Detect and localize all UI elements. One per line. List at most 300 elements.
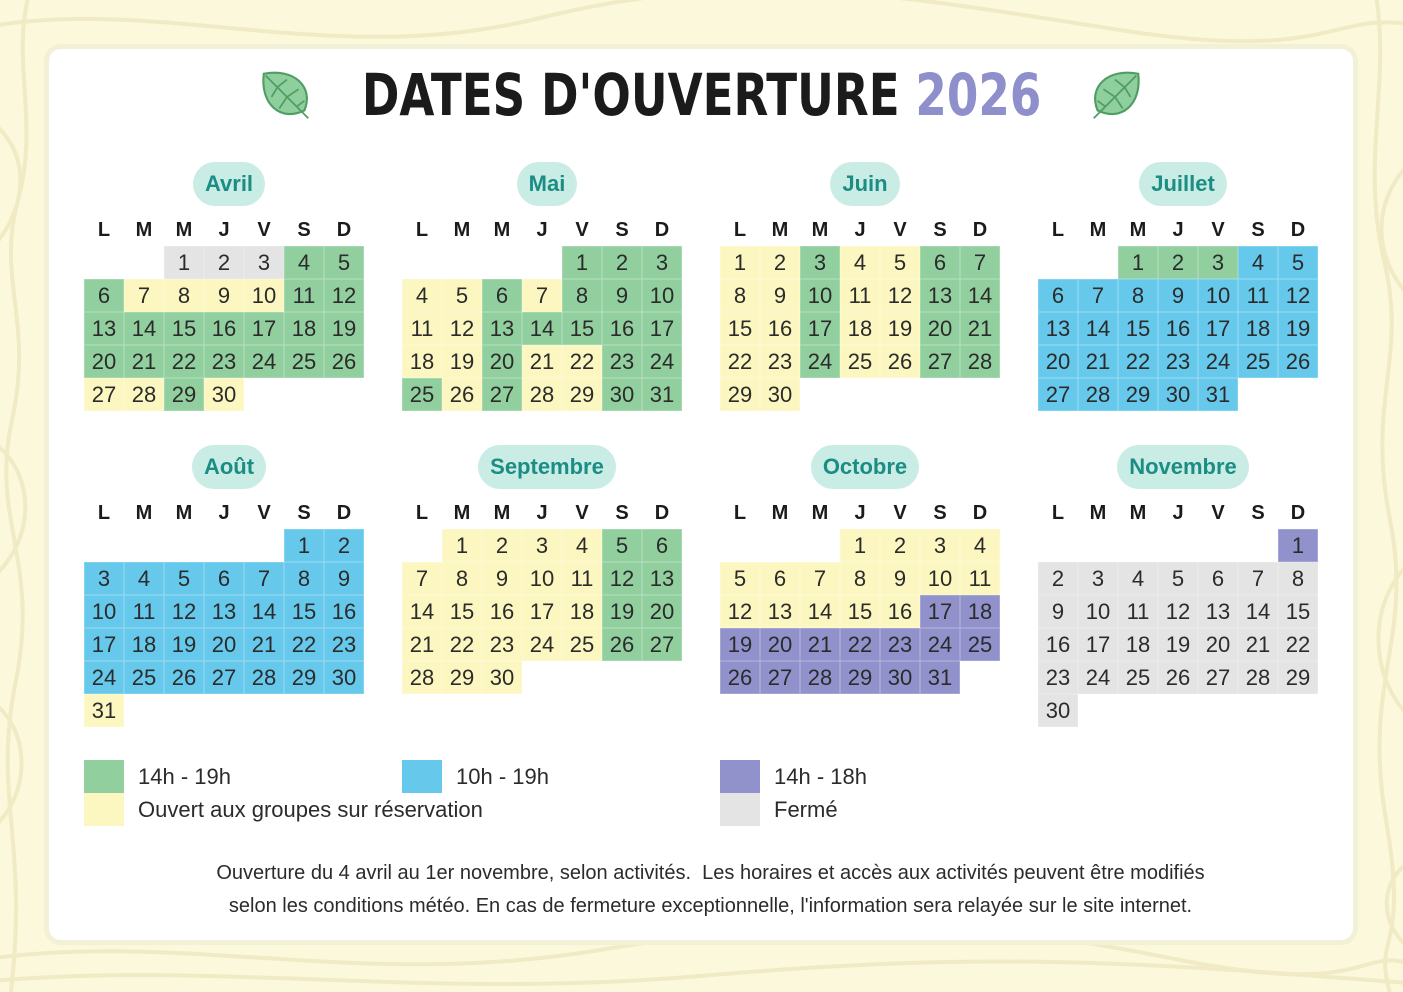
weekday-letter: D: [654, 502, 670, 524]
day-cell: 25: [1238, 345, 1278, 378]
day-cell: 20: [84, 345, 124, 378]
weekday-letter: M: [135, 502, 153, 524]
day-cell: 16: [324, 595, 364, 628]
day-cell: 19: [720, 628, 760, 661]
day-cell: 19: [164, 628, 204, 661]
weekday-letter: L: [1051, 502, 1065, 524]
day-cell: 29: [1118, 378, 1158, 411]
empty-cell: [1078, 694, 1118, 727]
day-cell: 12: [1158, 595, 1198, 628]
day-cell: 30: [760, 378, 800, 411]
day-cell: 2: [760, 246, 800, 279]
day-cell: 10: [800, 279, 840, 312]
day-cell: 28: [522, 378, 562, 411]
day-cell: 17: [1078, 628, 1118, 661]
day-cell: 27: [482, 378, 522, 411]
weekday-letter: M: [453, 219, 471, 241]
day-cell: 30: [1038, 694, 1078, 727]
month-label: Septembre: [478, 445, 616, 489]
day-cell: 11: [284, 279, 324, 312]
day-cell: 8: [1118, 279, 1158, 312]
day-cell: 19: [442, 345, 482, 378]
day-cell: 11: [124, 595, 164, 628]
day-cell: 4: [124, 562, 164, 595]
day-cell: 13: [1198, 595, 1238, 628]
day-cell: 17: [920, 595, 960, 628]
day-cell: 14: [1238, 595, 1278, 628]
day-cell: 7: [244, 562, 284, 595]
weekday-letter: D: [336, 219, 352, 241]
day-cell: 27: [204, 661, 244, 694]
weekday-letter: V: [575, 219, 589, 241]
day-cell: 6: [642, 529, 682, 562]
day-cell: 14: [960, 279, 1000, 312]
footer-line: Ouverture du 4 avril au 1er novembre, selon activités. Les horaires et accès aux activités peuvent être modifiés: [216, 862, 1205, 884]
day-cell: 1: [562, 246, 602, 279]
day-cell: 19: [602, 595, 642, 628]
empty-cell: [1038, 246, 1078, 279]
day-cell: 11: [562, 562, 602, 595]
day-cell: 3: [800, 246, 840, 279]
weekday-letter: L: [97, 219, 111, 241]
day-cell: 12: [442, 312, 482, 345]
day-cell: 5: [1278, 246, 1318, 279]
weekday-letter: M: [1089, 219, 1107, 241]
day-cell: 9: [482, 562, 522, 595]
day-cell: 19: [880, 312, 920, 345]
day-cell: 17: [84, 628, 124, 661]
day-cell: 15: [720, 312, 760, 345]
month-mai: [402, 162, 682, 411]
weekday-letter: J: [218, 219, 230, 241]
day-cell: 24: [920, 628, 960, 661]
month-label: Août: [192, 445, 266, 489]
weekday-header: [84, 489, 364, 529]
day-cell: 18: [284, 312, 324, 345]
footer-note: [18, 857, 1403, 923]
day-cell: 15: [164, 312, 204, 345]
day-cell: 13: [1038, 312, 1078, 345]
day-cell: 12: [602, 562, 642, 595]
weekday-letter: L: [97, 502, 111, 524]
day-cell: 28: [124, 378, 164, 411]
weekday-header: [402, 489, 682, 529]
empty-cell: [1078, 246, 1118, 279]
legend-item: [720, 760, 867, 793]
weekday-letter: J: [536, 219, 548, 241]
empty-cell: [244, 529, 284, 562]
legend-swatch: [720, 793, 760, 826]
days-grid: [84, 529, 364, 727]
day-cell: 9: [880, 562, 920, 595]
day-cell: 4: [1238, 246, 1278, 279]
day-cell: 7: [960, 246, 1000, 279]
weekday-letter: S: [297, 219, 311, 241]
day-cell: 22: [442, 628, 482, 661]
day-cell: 5: [880, 246, 920, 279]
day-cell: 16: [1038, 628, 1078, 661]
day-cell: 11: [840, 279, 880, 312]
legend-label: 14h - 18h: [774, 763, 867, 789]
legend-label: Fermé: [774, 796, 838, 822]
day-cell: 29: [164, 378, 204, 411]
day-cell: 31: [84, 694, 124, 727]
day-cell: 15: [1278, 595, 1318, 628]
day-cell: 15: [442, 595, 482, 628]
day-cell: 8: [164, 279, 204, 312]
weekday-letter: M: [811, 502, 829, 524]
day-cell: 17: [522, 595, 562, 628]
day-cell: 10: [920, 562, 960, 595]
day-cell: 23: [204, 345, 244, 378]
day-cell: 13: [642, 562, 682, 595]
day-cell: 8: [442, 562, 482, 595]
month-label: Juin: [830, 162, 899, 206]
weekday-letter: M: [453, 502, 471, 524]
weekday-letter: J: [854, 219, 866, 241]
empty-cell: [522, 661, 562, 694]
day-cell: 9: [324, 562, 364, 595]
empty-cell: [244, 694, 284, 727]
month-septembre: [402, 445, 682, 694]
day-cell: 21: [960, 312, 1000, 345]
day-cell: 20: [920, 312, 960, 345]
day-cell: 17: [1198, 312, 1238, 345]
day-cell: 19: [324, 312, 364, 345]
day-cell: 1: [442, 529, 482, 562]
day-cell: 26: [164, 661, 204, 694]
title-text: DATES D'OUVERTURE: [361, 61, 900, 129]
day-cell: 26: [1158, 661, 1198, 694]
day-cell: 9: [1038, 595, 1078, 628]
weekday-letter: M: [811, 219, 829, 241]
day-cell: 30: [880, 661, 920, 694]
day-cell: 31: [920, 661, 960, 694]
day-cell: 13: [482, 312, 522, 345]
day-cell: 13: [920, 279, 960, 312]
empty-cell: [562, 661, 602, 694]
day-cell: 7: [800, 562, 840, 595]
day-cell: 12: [324, 279, 364, 312]
day-cell: 25: [1118, 661, 1158, 694]
weekday-letter: S: [615, 219, 629, 241]
day-cell: 8: [562, 279, 602, 312]
day-cell: 19: [1158, 628, 1198, 661]
day-cell: 26: [720, 661, 760, 694]
empty-cell: [1198, 529, 1238, 562]
empty-cell: [324, 694, 364, 727]
weekday-header: [1038, 206, 1318, 246]
day-cell: 6: [204, 562, 244, 595]
legend-item: [84, 793, 483, 826]
day-cell: 23: [760, 345, 800, 378]
day-cell: 27: [760, 661, 800, 694]
day-cell: 29: [284, 661, 324, 694]
day-cell: 20: [1198, 628, 1238, 661]
weekday-letter: S: [615, 502, 629, 524]
weekday-letter: M: [175, 502, 193, 524]
month-aout: [84, 445, 364, 727]
month-juin: [720, 162, 1000, 411]
day-cell: 28: [1078, 378, 1118, 411]
weekday-letter: D: [654, 219, 670, 241]
day-cell: 15: [1118, 312, 1158, 345]
legend-label: Ouvert aux groupes sur réservation: [138, 796, 483, 822]
day-cell: 2: [482, 529, 522, 562]
weekday-header: [1038, 489, 1318, 529]
weekday-letter: J: [1172, 219, 1184, 241]
day-cell: 18: [124, 628, 164, 661]
day-cell: 6: [1198, 562, 1238, 595]
day-cell: 11: [1118, 595, 1158, 628]
days-grid: [84, 246, 364, 411]
day-cell: 31: [642, 378, 682, 411]
day-cell: 16: [1158, 312, 1198, 345]
day-cell: 14: [124, 312, 164, 345]
day-cell: 18: [1118, 628, 1158, 661]
empty-cell: [1278, 694, 1318, 727]
weekday-letter: V: [1211, 502, 1225, 524]
day-cell: 17: [800, 312, 840, 345]
day-cell: 5: [442, 279, 482, 312]
day-cell: 25: [284, 345, 324, 378]
day-cell: 18: [960, 595, 1000, 628]
weekday-letter: M: [1129, 219, 1147, 241]
day-cell: 22: [164, 345, 204, 378]
day-cell: 16: [602, 312, 642, 345]
empty-cell: [482, 246, 522, 279]
weekday-letter: J: [1172, 502, 1184, 524]
day-cell: 21: [1238, 628, 1278, 661]
day-cell: 3: [84, 562, 124, 595]
day-cell: 12: [1278, 279, 1318, 312]
empty-cell: [204, 694, 244, 727]
day-cell: 2: [1038, 562, 1078, 595]
empty-cell: [204, 529, 244, 562]
empty-cell: [1158, 694, 1198, 727]
day-cell: 23: [324, 628, 364, 661]
day-cell: 24: [642, 345, 682, 378]
day-cell: 26: [880, 345, 920, 378]
day-cell: 23: [880, 628, 920, 661]
legend-item: [720, 793, 838, 826]
day-cell: 5: [324, 246, 364, 279]
legend-swatch: [84, 793, 124, 826]
month-juillet: [1038, 162, 1318, 411]
weekday-letter: V: [893, 219, 907, 241]
empty-cell: [602, 661, 642, 694]
legend-item: [84, 760, 231, 793]
day-cell: 18: [1238, 312, 1278, 345]
day-cell: 7: [522, 279, 562, 312]
day-cell: 30: [324, 661, 364, 694]
day-cell: 21: [124, 345, 164, 378]
day-cell: 24: [800, 345, 840, 378]
empty-cell: [164, 529, 204, 562]
legend-swatch: [402, 760, 442, 793]
month-label: Novembre: [1117, 445, 1249, 489]
day-cell: 13: [204, 595, 244, 628]
weekday-letter: D: [1290, 219, 1306, 241]
day-cell: 5: [720, 562, 760, 595]
day-cell: 13: [84, 312, 124, 345]
day-cell: 2: [1158, 246, 1198, 279]
day-cell: 1: [720, 246, 760, 279]
month-label: Octobre: [811, 445, 919, 489]
day-cell: 21: [402, 628, 442, 661]
empty-cell: [324, 378, 364, 411]
day-cell: 23: [482, 628, 522, 661]
empty-cell: [960, 661, 1000, 694]
day-cell: 7: [124, 279, 164, 312]
day-cell: 14: [522, 312, 562, 345]
empty-cell: [84, 246, 124, 279]
day-cell: 1: [1278, 529, 1318, 562]
day-cell: 27: [642, 628, 682, 661]
day-cell: 26: [602, 628, 642, 661]
day-cell: 3: [522, 529, 562, 562]
day-cell: 3: [642, 246, 682, 279]
day-cell: 26: [324, 345, 364, 378]
day-cell: 4: [840, 246, 880, 279]
day-cell: 28: [960, 345, 1000, 378]
day-cell: 11: [402, 312, 442, 345]
day-cell: 27: [1198, 661, 1238, 694]
weekday-letter: M: [493, 219, 511, 241]
day-cell: 28: [244, 661, 284, 694]
day-cell: 2: [324, 529, 364, 562]
empty-cell: [522, 246, 562, 279]
day-cell: 10: [1078, 595, 1118, 628]
day-cell: 22: [720, 345, 760, 378]
weekday-letter: M: [771, 219, 789, 241]
legend-label: 10h - 19h: [456, 763, 549, 789]
day-cell: 31: [1198, 378, 1238, 411]
weekday-letter: S: [1251, 219, 1265, 241]
legend-swatch: [720, 760, 760, 793]
empty-cell: [1118, 694, 1158, 727]
day-cell: 30: [204, 378, 244, 411]
day-cell: 23: [1158, 345, 1198, 378]
empty-cell: [1078, 529, 1118, 562]
footer-line: selon les conditions météo. En cas de fermeture exceptionnelle, l'information sera relayée sur le site internet.: [228, 895, 1193, 917]
empty-cell: [124, 529, 164, 562]
day-cell: 4: [960, 529, 1000, 562]
day-cell: 22: [840, 628, 880, 661]
weekday-letter: S: [933, 219, 947, 241]
day-cell: 25: [840, 345, 880, 378]
day-cell: 9: [760, 279, 800, 312]
days-grid: [402, 529, 682, 694]
days-grid: [1038, 529, 1318, 727]
empty-cell: [1198, 694, 1238, 727]
day-cell: 9: [204, 279, 244, 312]
empty-cell: [284, 378, 324, 411]
day-cell: 1: [284, 529, 324, 562]
empty-cell: [244, 378, 284, 411]
empty-cell: [960, 378, 1000, 411]
day-cell: 30: [482, 661, 522, 694]
day-cell: 30: [602, 378, 642, 411]
legend-swatch: [84, 760, 124, 793]
day-cell: 22: [1118, 345, 1158, 378]
day-cell: 21: [1078, 345, 1118, 378]
day-cell: 10: [1198, 279, 1238, 312]
month-label: Avril: [193, 162, 265, 206]
day-cell: 2: [204, 246, 244, 279]
day-cell: 2: [602, 246, 642, 279]
day-cell: 8: [1278, 562, 1318, 595]
day-cell: 14: [800, 595, 840, 628]
weekday-letter: M: [1089, 502, 1107, 524]
weekday-letter: M: [175, 219, 193, 241]
day-cell: 18: [402, 345, 442, 378]
day-cell: 6: [1038, 279, 1078, 312]
day-cell: 27: [84, 378, 124, 411]
day-cell: 27: [1038, 378, 1078, 411]
day-cell: 5: [602, 529, 642, 562]
empty-cell: [442, 246, 482, 279]
weekday-letter: J: [854, 502, 866, 524]
weekday-letter: V: [1211, 219, 1225, 241]
day-cell: 3: [244, 246, 284, 279]
day-cell: 1: [840, 529, 880, 562]
day-cell: 22: [1278, 628, 1318, 661]
day-cell: 6: [920, 246, 960, 279]
weekday-letter: V: [257, 219, 271, 241]
empty-cell: [124, 246, 164, 279]
weekday-letter: M: [493, 502, 511, 524]
weekday-letter: S: [1251, 502, 1265, 524]
empty-cell: [800, 378, 840, 411]
weekday-letter: M: [771, 502, 789, 524]
weekday-letter: S: [933, 502, 947, 524]
empty-cell: [920, 378, 960, 411]
weekday-letter: L: [733, 219, 747, 241]
day-cell: 23: [1038, 661, 1078, 694]
day-cell: 26: [1278, 345, 1318, 378]
legend-label: 14h - 19h: [138, 763, 231, 789]
page-title: [0, 60, 1403, 130]
empty-cell: [800, 529, 840, 562]
day-cell: 24: [1198, 345, 1238, 378]
day-cell: 20: [642, 595, 682, 628]
weekday-letter: L: [1051, 219, 1065, 241]
day-cell: 29: [1278, 661, 1318, 694]
day-cell: 6: [84, 279, 124, 312]
day-cell: 30: [1158, 378, 1198, 411]
day-cell: 3: [1198, 246, 1238, 279]
empty-cell: [1238, 378, 1278, 411]
day-cell: 7: [1078, 279, 1118, 312]
day-cell: 18: [840, 312, 880, 345]
weekday-header: [720, 489, 1000, 529]
weekday-letter: V: [257, 502, 271, 524]
day-cell: 29: [562, 378, 602, 411]
days-grid: [720, 246, 1000, 411]
weekday-letter: L: [733, 502, 747, 524]
day-cell: 4: [562, 529, 602, 562]
legend-item: [402, 760, 549, 793]
day-cell: 3: [1078, 562, 1118, 595]
day-cell: 28: [1238, 661, 1278, 694]
day-cell: 25: [960, 628, 1000, 661]
day-cell: 9: [602, 279, 642, 312]
day-cell: 15: [284, 595, 324, 628]
day-cell: 27: [920, 345, 960, 378]
empty-cell: [1238, 529, 1278, 562]
day-cell: 5: [164, 562, 204, 595]
